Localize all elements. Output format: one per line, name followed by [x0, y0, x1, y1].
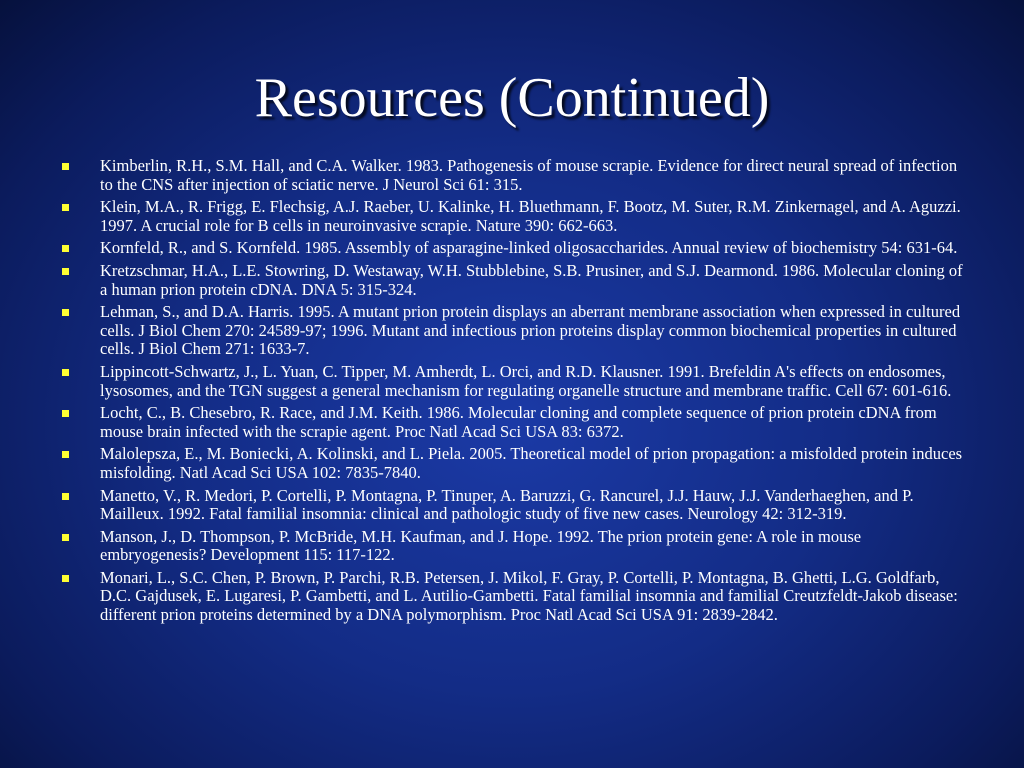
- square-bullet-icon: [62, 268, 69, 275]
- reference-list: [60, 157, 965, 629]
- reference-text: Klein, M.A., R. Frigg, E. Flechsig, A.J. Raeber, U. Kalinke, H. Bluethmann, F. Bootz, M. Suter, R.M. Zinkernagel, and A. Aguzzi. 1997. A crucial role for B cells in neuroinvasive scrapie. Nature 390: 662-663.: [100, 197, 961, 235]
- reference-item: [60, 528, 965, 565]
- reference-item: [60, 303, 965, 359]
- reference-item: [60, 404, 965, 441]
- reference-text: Monari, L., S.C. Chen, P. Brown, P. Parchi, R.B. Petersen, J. Mikol, F. Gray, P. Cortelli, P. Montagna, B. Ghetti, L.G. Goldfarb, D.C. Gajdusek, E. Lugaresi, P. Gambetti, and L. Autilio-Gambetti. Fatal familial insomnia and familial Creutzfeldt-Jakob disease: different prion proteins determined by a DNA polymorphism. Proc Natl Acad Sci USA 91: 2839-2842.: [100, 567, 958, 625]
- reference-item: [60, 198, 965, 235]
- reference-item: [60, 487, 965, 524]
- square-bullet-icon: [62, 410, 69, 417]
- reference-text: Lehman, S., and D.A. Harris. 1995. A mutant prion protein displays an aberrant membrane association when expressed in cultured cells. J Biol Chem 270: 24589-97; 1996. Mutant and infectious prion proteins display common biochemical properties in cultured cells. J Biol Chem 271: 1633-7.: [100, 302, 961, 359]
- square-bullet-icon: [62, 451, 69, 458]
- square-bullet-icon: [62, 245, 69, 252]
- square-bullet-icon: [62, 534, 69, 541]
- square-bullet-icon: [62, 369, 69, 376]
- reference-item: [60, 157, 965, 194]
- reference-text: Kimberlin, R.H., S.M. Hall, and C.A. Walker. 1983. Pathogenesis of mouse scrapie. Evidence for direct neural spread of infection to the CNS after injection of sciatic nerve. J Neurol Sci 61: 315.: [100, 156, 958, 194]
- square-bullet-icon: [62, 163, 69, 170]
- square-bullet-icon: [62, 309, 69, 316]
- square-bullet-icon: [62, 493, 69, 500]
- reference-text: Malolepsza, E., M. Boniecki, A. Kolinski, and L. Piela. 2005. Theoretical model of prion propagation: a misfolded protein induces misfolding. Natl Acad Sci USA 102: 7835-7840.: [100, 444, 963, 482]
- reference-text: Kornfeld, R., and S. Kornfeld. 1985. Assembly of asparagine-linked oligosaccharides. Annual review of biochemistry 54: 631-64.: [100, 238, 958, 258]
- square-bullet-icon: [62, 204, 69, 211]
- reference-item: [60, 363, 965, 400]
- reference-item: [60, 239, 965, 258]
- slide-title: Resources (Continued): [254, 67, 770, 129]
- square-bullet-icon: [62, 575, 69, 582]
- reference-text: Manson, J., D. Thompson, P. McBride, M.H. Kaufman, and J. Hope. 1992. The prion protein gene: A role in mouse embryogenesis? Development 115: 117-122.: [100, 526, 862, 565]
- reference-text: Lippincott-Schwartz, J., L. Yuan, C. Tipper, M. Amherdt, L. Orci, and R.D. Klausner. 1991. Brefeldin A's effects on endosomes, lysosomes, and the TGN suggest a general mechanism for regulating organelle structure and membrane traffic. Cell 67: 601-616.: [100, 361, 952, 400]
- reference-item: [60, 262, 965, 299]
- reference-item: [60, 569, 965, 625]
- reference-item: [60, 445, 965, 482]
- reference-text: Kretzschmar, H.A., L.E. Stowring, D. Westaway, W.H. Stubblebine, S.B. Prusiner, and S.J. Dearmond. 1986. Molecular cloning of a human prion protein cDNA. DNA 5: 315-324.: [100, 260, 963, 299]
- reference-text: Manetto, V., R. Medori, P. Cortelli, P. Montagna, P. Tinuper, A. Baruzzi, G. Rancurel, J.J. Hauw, J.J. Vanderhaeghen, and P. Mailleux. 1992. Fatal familial insomnia: clinical and pathologic study of five new cases. Neurology 42: 312-319.: [100, 485, 914, 524]
- reference-text: Locht, C., B. Chesebro, R. Race, and J.M. Keith. 1986. Molecular cloning and complete sequence of prion protein cDNA from mouse brain infected with the scrapie agent. Proc Natl Acad Sci USA 83: 6372.: [100, 403, 937, 441]
